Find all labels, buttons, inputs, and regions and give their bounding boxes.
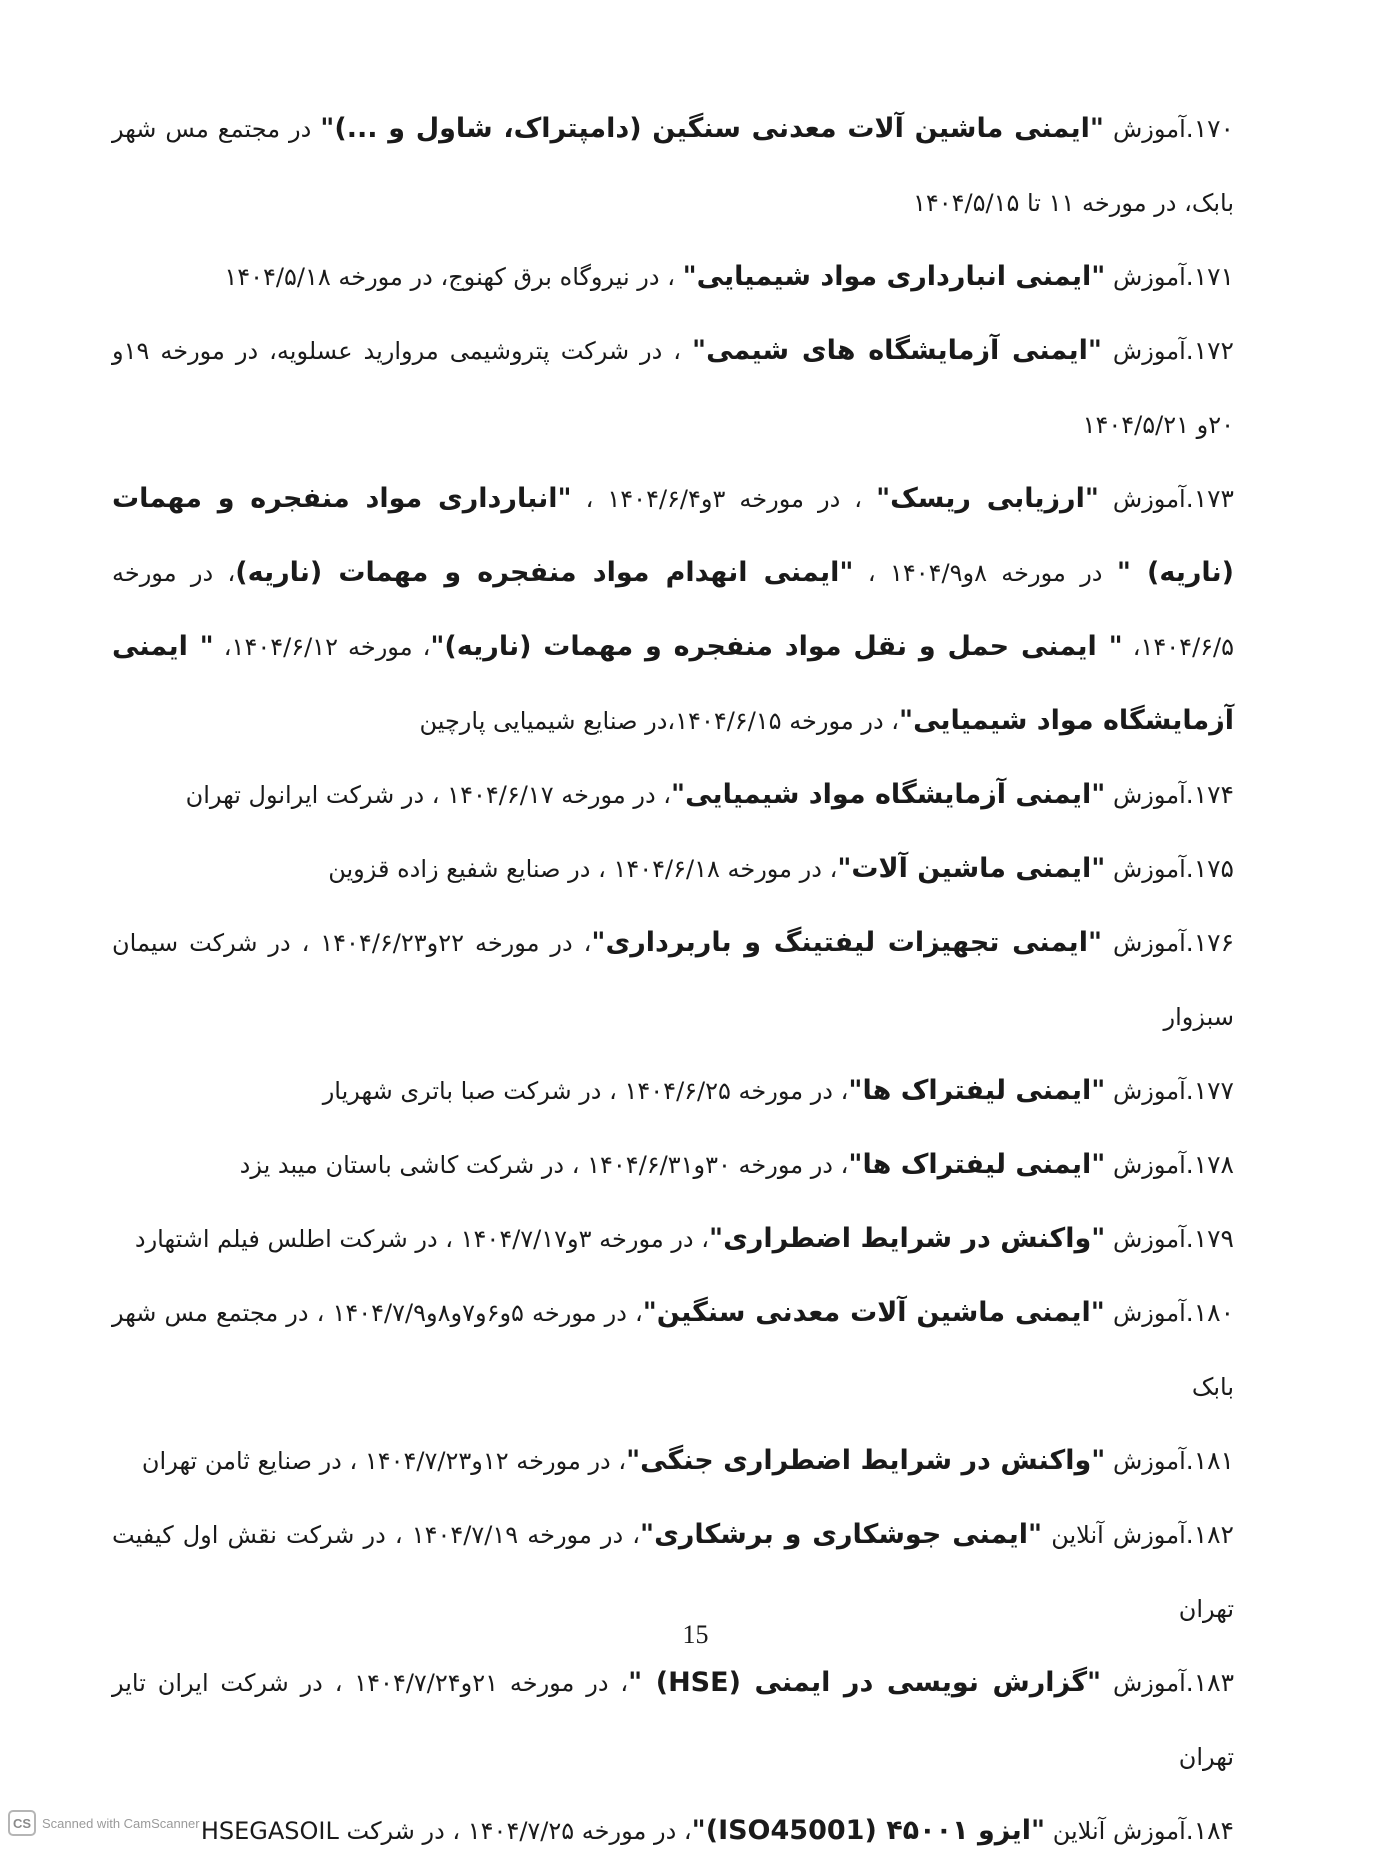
course-title: "ایمنی ماشین آلات معدنی سنگین (دامپتراک، شاول و ...)": [320, 113, 1104, 144]
list-item: [112, 758, 1234, 832]
course-title: "ایمنی ماشین آلات معدنی سنگین": [642, 1297, 1105, 1328]
list-item: [112, 1128, 1234, 1202]
list-item: [112, 1202, 1234, 1276]
course-title: "ایمنی انهدام مواد منفجره و مهمات (ناریه): [235, 557, 854, 588]
course-title: "ایمنی جوشکاری و برشکاری": [640, 1519, 1043, 1550]
item-number: ۱۸۳.: [1185, 1668, 1235, 1697]
item-text: آموزش: [1105, 1077, 1186, 1105]
item-text: ، در مورخه ۱۴۰۴/۷/۲۵ ، در شرکت HSEGASOIL: [200, 1817, 692, 1845]
item-text: ، در مورخه ۱۴۰۴/۷/۱۹ ، در شرکت نقش اول کیفیت تهران: [112, 1521, 1234, 1623]
item-text: در مجتمع مس شهر بابک، در مورخه ۱۱ تا ۱۴۰۴/۵/۱۵: [112, 115, 1234, 217]
item-text: آموزش: [1101, 1669, 1186, 1697]
item-text: آموزش: [1101, 337, 1186, 365]
item-text: ، در نیروگاه برق کهنوج، در مورخه ۱۴۰۴/۵/۱۸: [224, 263, 683, 291]
item-number: ۱۷۵.: [1185, 854, 1234, 883]
course-title: "ایزو ۴۵۰۰۱ (ISO45001)": [691, 1815, 1046, 1846]
course-title: " ایمنی آزمایشگاه مواد شیمیایی": [112, 631, 1234, 736]
item-number: ۱۷۳.: [1185, 484, 1234, 513]
item-number: ۱۷۹.: [1185, 1224, 1234, 1253]
item-text: آموزش: [1105, 781, 1186, 809]
item-text: آموزش: [1102, 929, 1186, 957]
item-number: ۱۷۸.: [1185, 1150, 1234, 1179]
item-text: ، در مورخه ۳و۱۴۰۴/۷/۱۷ ، در شرکت اطلس فیلم اشتهارد: [134, 1225, 709, 1253]
course-title: "ارزیابی ریسک": [876, 483, 1099, 514]
item-number: ۱۷۰.: [1185, 114, 1234, 143]
course-title: "گزارش نویسی در ایمنی (HSE) ": [628, 1667, 1102, 1698]
item-text: ، در مورخه ۲۱و۱۴۰۴/۷/۲۴ ، در شرکت ایران تایر تهران: [112, 1669, 1234, 1771]
item-text: آموزش: [1103, 115, 1186, 143]
training-list: [112, 92, 1234, 1868]
item-text: ، در مورخه ۱۴۰۴/۶/۱۵،در صنایع شیمیایی پارچین: [419, 707, 900, 735]
item-text: ، در مورخه ۱۲و۱۴۰۴/۷/۲۳ ، در صنایع ثامن تهران: [141, 1447, 627, 1475]
list-item: [112, 906, 1234, 1054]
item-text: آموزش: [1104, 1299, 1186, 1327]
item-text: ، در مورخه ۱۴۰۴/۶/۱۷ ، در شرکت ایرانول تهران: [185, 781, 672, 809]
item-number: ۱۷۴.: [1185, 780, 1234, 809]
item-text: آموزش آنلاین: [1042, 1521, 1186, 1549]
item-text: ، در مورخه ۲۲و۱۴۰۴/۶/۲۳ ، در شرکت سیمان سبزوار: [112, 929, 1234, 1031]
page-number: 15: [682, 1620, 709, 1649]
item-text: آموزش: [1105, 1447, 1186, 1475]
course-title: "واکنش در شرایط اضطراری جنگی": [626, 1445, 1106, 1476]
course-title: "ایمنی آزمایشگاه های شیمی": [692, 335, 1102, 366]
list-item: [112, 1054, 1234, 1128]
item-number: ۱۸۰.: [1185, 1298, 1235, 1327]
item-text: ، در مورخه ۳۰و۱۴۰۴/۶/۳۱ ، در شرکت کاشی باستان میبد یزد: [239, 1151, 849, 1179]
item-text: ، در مورخه ۱۴۰۴/۶/۱۸ ، در صنایع شفیع زاده قزوین: [328, 855, 838, 883]
item-number: ۱۷۲.: [1185, 336, 1234, 365]
list-item: [112, 462, 1234, 758]
course-title: "ایمنی انبارداری مواد شیمیایی": [682, 261, 1106, 292]
item-number: ۱۷۷.: [1185, 1076, 1234, 1105]
item-text: ، در مورخه ۵و۶و۷و۸و۱۴۰۴/۷/۹ ، در مجتمع مس شهر بابک: [112, 1299, 1234, 1401]
item-text: آموزش: [1105, 855, 1186, 883]
course-title: "ایمنی لیفتراک ها": [848, 1149, 1106, 1180]
camscanner-watermark: [8, 1810, 200, 1836]
item-text: ، در شرکت پتروشیمی مروارید عسلویه، در مورخه ۱۹و ۲۰و ۱۴۰۴/۵/۲۱: [112, 337, 1234, 439]
course-title: "ایمنی آزمایشگاه مواد شیمیایی": [671, 779, 1106, 810]
course-title: " ایمنی حمل و نقل مواد منفجره و مهمات (ناریه)": [430, 631, 1123, 662]
list-item: [112, 1794, 1234, 1868]
item-number: ۱۸۲.: [1185, 1520, 1234, 1549]
item-number: ۱۷۱.: [1185, 262, 1234, 291]
list-item: [112, 1424, 1234, 1498]
course-title: "ایمنی ماشین آلات": [837, 853, 1106, 884]
item-text: آموزش: [1098, 485, 1186, 513]
course-title: "ایمنی تجهیزات لیفتینگ و باربرداری": [591, 927, 1103, 958]
item-text: آموزش: [1105, 263, 1186, 291]
item-text: آموزش: [1105, 1151, 1186, 1179]
item-text: در مورخه ۸و۱۴۰۴/۹ ،: [853, 559, 1117, 587]
list-item: [112, 314, 1234, 462]
item-text: آموزش: [1105, 1225, 1186, 1253]
list-item: [112, 1646, 1234, 1794]
item-number: ۱۸۱.: [1185, 1446, 1234, 1475]
watermark-text: Scanned with CamScanner: [42, 1815, 200, 1831]
list-item: [112, 1276, 1234, 1424]
item-text: ، مورخه ۱۴۰۴/۶/۱۲،: [213, 633, 431, 661]
course-title: "واکنش در شرایط اضطراری": [709, 1223, 1106, 1254]
list-item: [112, 832, 1234, 906]
list-item: [112, 240, 1234, 314]
item-text: آموزش آنلاین: [1045, 1817, 1186, 1845]
item-text: ، در مورخه ۱۴۰۴/۶/۵،: [112, 559, 1235, 661]
camscanner-logo-icon: CS: [8, 1810, 36, 1836]
course-title: "ایمنی لیفتراک ها": [848, 1075, 1106, 1106]
list-item: [112, 92, 1234, 240]
item-text: ، در مورخه ۳و۱۴۰۴/۶/۴ ،: [571, 485, 877, 513]
item-text: ، در مورخه ۱۴۰۴/۶/۲۵ ، در شرکت صبا باتری شهریار: [322, 1077, 849, 1105]
course-title: "انبارداری مواد منفجره و مهمات (ناریه) ": [112, 483, 1235, 588]
item-number: ۱۷۶.: [1185, 928, 1235, 957]
item-number: ۱۸۴.: [1185, 1816, 1234, 1845]
